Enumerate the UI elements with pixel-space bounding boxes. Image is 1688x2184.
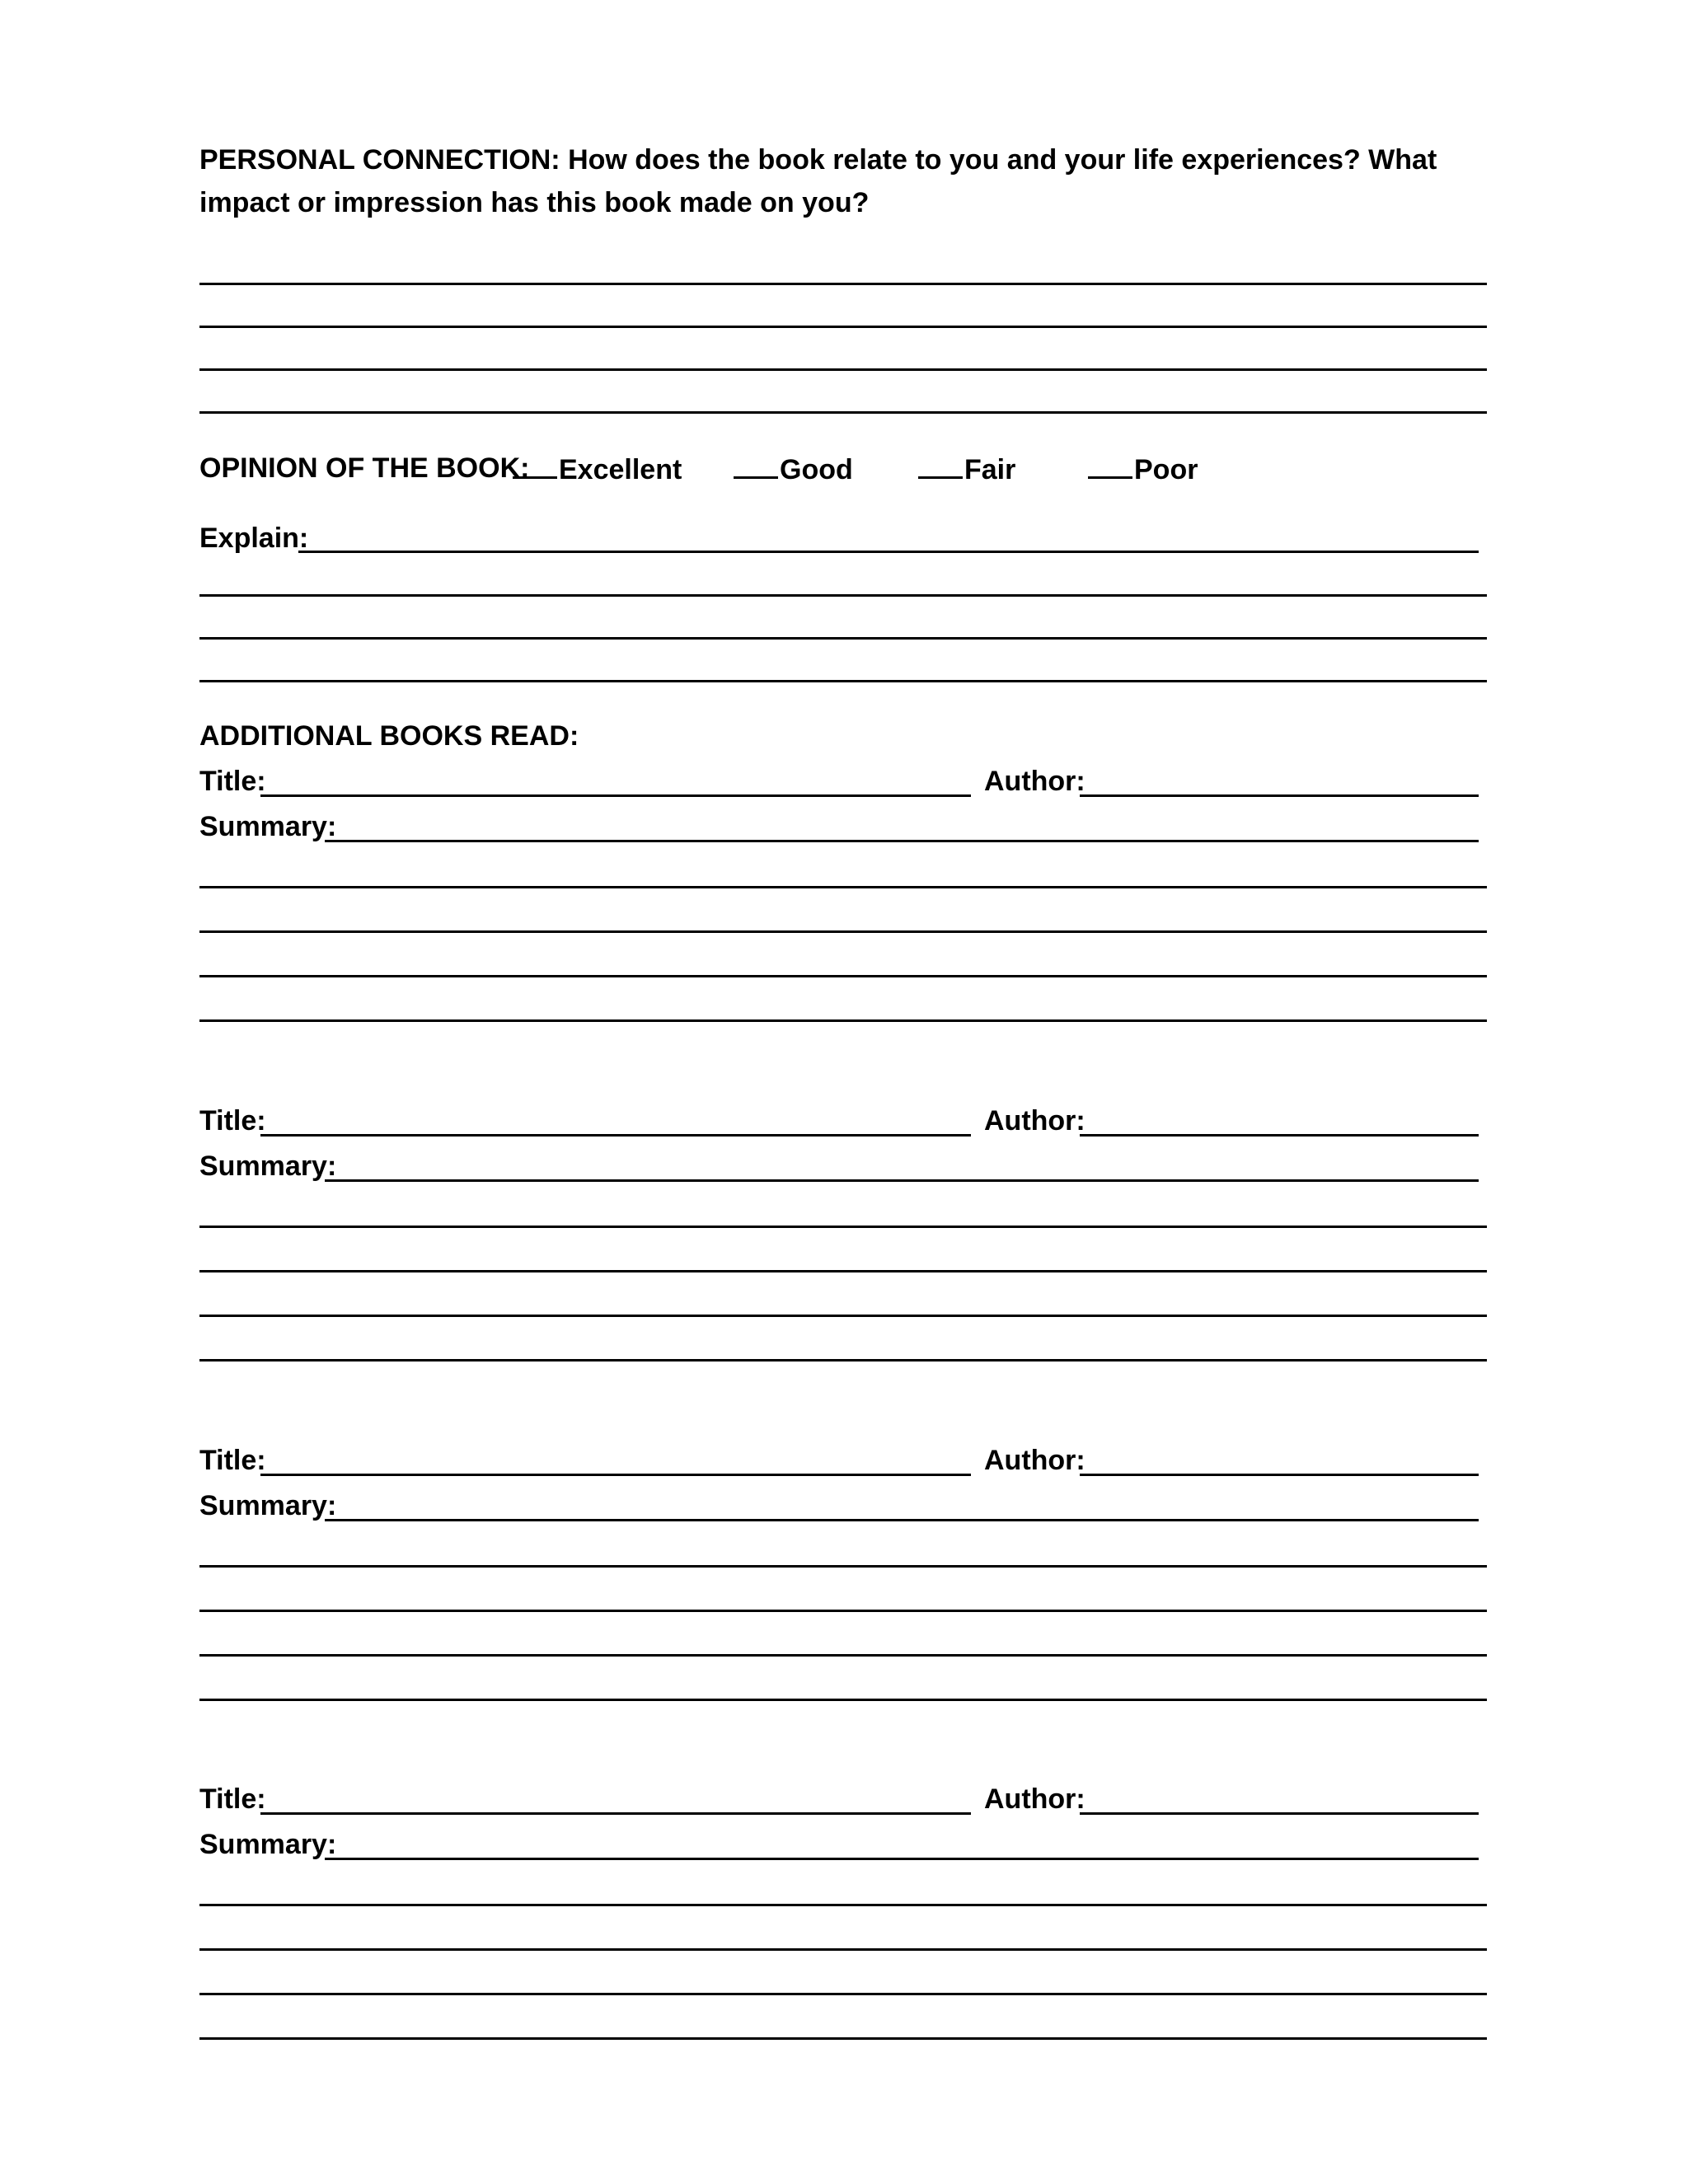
- book4-summary-line-0[interactable]: [325, 1858, 1479, 1860]
- book3-author-line[interactable]: [1080, 1474, 1479, 1476]
- personal-connection-line-3[interactable]: [199, 368, 1487, 371]
- book3-title-label: Title:: [199, 1445, 266, 1476]
- book2-title-label: Title:: [199, 1105, 266, 1137]
- book4-author-label: Author:: [984, 1783, 1085, 1815]
- book3-summary-line-3[interactable]: [199, 1654, 1487, 1657]
- book2-author-line[interactable]: [1080, 1134, 1479, 1137]
- book3-summary-line-0[interactable]: [325, 1519, 1479, 1521]
- book4-author-line[interactable]: [1080, 1812, 1479, 1815]
- book2-author-label: Author:: [984, 1105, 1085, 1137]
- personal-connection-line-4[interactable]: [199, 411, 1487, 414]
- rating-good-blank[interactable]: [734, 452, 778, 479]
- rating-good[interactable]: [734, 452, 853, 486]
- rating-fair[interactable]: [918, 452, 1015, 486]
- book4-summary-label: Summary:: [199, 1829, 337, 1860]
- book4-summary-line-4[interactable]: [199, 2037, 1487, 2040]
- book1-summary-label: Summary:: [199, 811, 337, 842]
- book3-summary-line-1[interactable]: [199, 1565, 1487, 1568]
- book2-summary-line-4[interactable]: [199, 1359, 1487, 1361]
- book4-title-label: Title:: [199, 1783, 266, 1815]
- rating-poor-label: Poor: [1134, 454, 1198, 485]
- book3-summary-line-4[interactable]: [199, 1699, 1487, 1701]
- additional-books-heading: ADDITIONAL BOOKS READ:: [199, 720, 579, 752]
- opinion-label: OPINION OF THE BOOK:: [199, 452, 530, 484]
- book2-summary-line-3[interactable]: [199, 1315, 1487, 1317]
- explain-line-2[interactable]: [199, 637, 1487, 640]
- book1-summary-line-0[interactable]: [325, 840, 1479, 842]
- rating-poor[interactable]: [1088, 452, 1198, 486]
- rating-excellent-blank[interactable]: [513, 452, 557, 479]
- book2-summary-line-0[interactable]: [325, 1179, 1479, 1182]
- book1-summary-line-2[interactable]: [199, 930, 1487, 933]
- book4-summary-line-1[interactable]: [199, 1904, 1487, 1906]
- book2-summary-label: Summary:: [199, 1151, 337, 1182]
- book4-summary-line-3[interactable]: [199, 1993, 1487, 1995]
- book2-summary-line-2[interactable]: [199, 1270, 1487, 1272]
- personal-connection-line-1[interactable]: [199, 283, 1487, 285]
- rating-fair-label: Fair: [964, 454, 1016, 485]
- book1-summary-line-3[interactable]: [199, 975, 1487, 977]
- personal-connection-prompt: PERSONAL CONNECTION: How does the book relate to you and your life experiences? What impact or impression has this book made on you?: [199, 144, 1437, 218]
- rating-good-label: Good: [780, 454, 853, 485]
- explain-line-0[interactable]: [298, 551, 1479, 553]
- book3-author-label: Author:: [984, 1445, 1085, 1476]
- explain-line-3[interactable]: [199, 680, 1487, 682]
- book2-summary-line-1[interactable]: [199, 1226, 1487, 1228]
- book1-author-label: Author:: [984, 766, 1085, 797]
- book1-title-label: Title:: [199, 766, 266, 797]
- explain-line-1[interactable]: [199, 594, 1487, 597]
- personal-connection-line-2[interactable]: [199, 326, 1487, 328]
- book3-summary-line-2[interactable]: [199, 1610, 1487, 1612]
- book1-summary-line-4[interactable]: [199, 1019, 1487, 1022]
- book4-title-line[interactable]: [260, 1812, 971, 1815]
- rating-fair-blank[interactable]: [918, 452, 963, 479]
- rating-excellent[interactable]: [513, 452, 682, 486]
- explain-label: Explain:: [199, 523, 309, 554]
- book2-title-line[interactable]: [260, 1134, 971, 1137]
- book4-summary-line-2[interactable]: [199, 1948, 1487, 1951]
- book1-title-line[interactable]: [260, 794, 971, 797]
- book1-summary-line-1[interactable]: [199, 886, 1487, 888]
- rating-excellent-label: Excellent: [559, 454, 682, 485]
- book1-author-line[interactable]: [1080, 794, 1479, 797]
- book3-title-line[interactable]: [260, 1474, 971, 1476]
- rating-poor-blank[interactable]: [1088, 452, 1132, 479]
- book3-summary-label: Summary:: [199, 1490, 337, 1521]
